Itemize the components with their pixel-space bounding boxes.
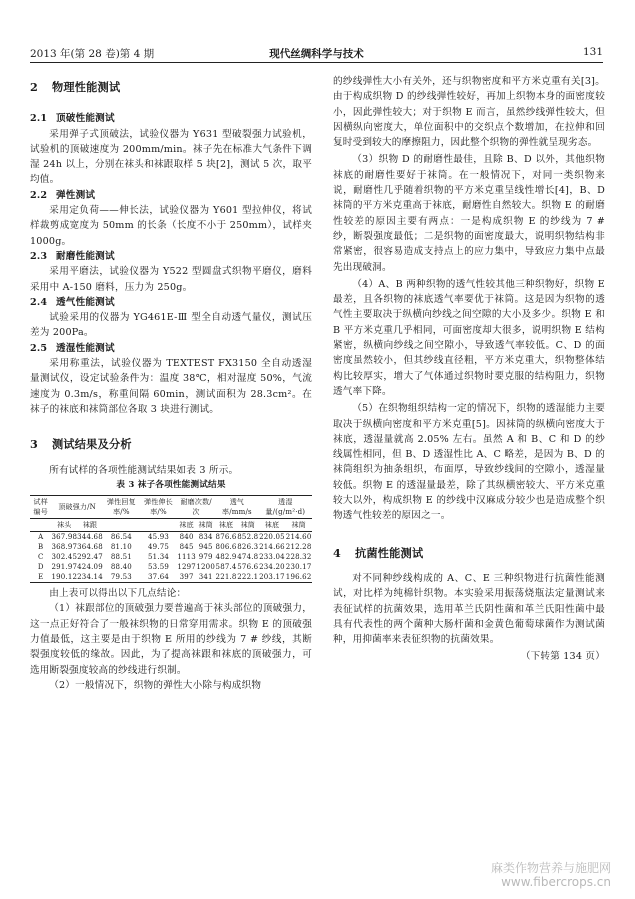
conclusion-2-continued: 的纱线弹性大小有关外，还与织物密度和平方米克重有关[3]。由于构成织物 D 的纱线弹性较好，再加上织物本身的面密度较小，因此弹性较大；对于织物 E 而言，虽然纱线弹性较大，但因横纵向密度大，单位面积中的交织点个数增加，在拉伸和回复时受到较大的摩擦阻力，因此整个织物的弹性就呈现劣态。 xyxy=(333,76,605,149)
table-cell: 214.66 xyxy=(259,543,285,552)
table-cell: 81.10 xyxy=(110,543,132,552)
table-cell: 1200 xyxy=(196,563,215,572)
table-cell: 397 xyxy=(177,572,196,583)
table-cell: 234.20 xyxy=(259,563,285,572)
table-row xyxy=(30,572,312,583)
table-cell: 37.64 xyxy=(140,572,177,583)
table-row xyxy=(30,562,312,572)
subsection-2-1-text: 采用弹子式顶破法，试验仪器为 Y631 型破裂强力试验机，试验机的顶破速度为 200mm/min。袜子先在标准大气条件下调湿 24h 以上，分别在袜头和袜跟取样 5 块[2]，测试 5 次，取平均值。 xyxy=(30,128,312,186)
table-cell: 88.51 xyxy=(110,553,132,562)
table-row xyxy=(30,552,312,562)
watermark-line-2: www.fibercrops.cn xyxy=(501,875,611,889)
continued-note: （下转第 134 页） xyxy=(520,651,605,663)
right-column xyxy=(333,74,605,665)
watermark-line-1: 麻类作物营养与施肥网 xyxy=(490,861,611,875)
table-header-cell: 袜底 xyxy=(177,519,196,532)
table-cell: 979 xyxy=(198,553,213,562)
table-cell: 51.34 xyxy=(148,553,170,562)
table-cell: 368.97 xyxy=(51,543,78,552)
subsection-2-3-heading: 2.3 耐磨性能测试 xyxy=(30,250,115,262)
table-cell: 852.8 xyxy=(237,533,259,542)
conclusion-4: （4）A、B 两种织物的透气性较其他三种织物好，织物 E 最差，且各织物的袜底透气率要优于袜筒。这是因为织物的透气性主要取决于纵横向纱线之间空隙的大小及多少。织物 E 和 B 平方米克重几乎相同，可面密度却大很多，说明织物 E 结构紧密，纵横向纱线之间空隙小，导致透气率较低。C、D 的面密度虽然较小，但其纱线直径粗，平方米克重大，织物整体结构比较厚实，增大了气体通过织物时要克服的结构阻力，织物透气率下降。 xyxy=(333,278,605,397)
table-cell: 88.40 xyxy=(110,563,132,572)
table-cell: 1113 xyxy=(177,553,196,562)
watermark xyxy=(491,861,611,889)
section-3-heading: 3 测试结果及分析 xyxy=(30,437,132,452)
table-cell: C xyxy=(37,553,44,562)
subsection-2-1-heading: 2.1 顶破性能测试 xyxy=(30,113,115,125)
table-cell: 53.59 xyxy=(148,563,170,572)
table-cell: 576.6 xyxy=(237,563,259,572)
table-header-cell: 袜底 xyxy=(259,519,286,532)
table-cell: 228.32 xyxy=(285,553,312,562)
subsection-2-2-heading: 2.2 弹性测试 xyxy=(30,189,96,201)
table-cell: 1297 xyxy=(177,563,196,572)
table-cell: 302.45 xyxy=(51,553,78,562)
table-cell: 230.17 xyxy=(285,563,312,572)
conclusion-intro: 由上表可以得出以下几点结论： xyxy=(49,588,187,600)
section-4-heading: 4 抗菌性能测试 xyxy=(333,545,424,560)
table-cell: 945 xyxy=(198,543,213,552)
table-header-cell: 袜头 xyxy=(51,519,77,532)
table-header-cell: 袜底 xyxy=(215,519,237,532)
journal-title: 现代丝绸科学与技术 xyxy=(269,48,364,60)
table-caption: 表 3 袜子各项性能测试结果 xyxy=(116,479,226,490)
table-cell: 196.62 xyxy=(285,573,312,582)
table-cell: A xyxy=(38,533,44,542)
journal-issue: 2013 年(第 28 卷)第 4 期 xyxy=(30,48,155,60)
subsection-2-4-heading: 2.4 透气性能测试 xyxy=(30,296,115,308)
table-cell: 482.9 xyxy=(215,553,237,562)
table-header-cell: 袜筒 xyxy=(196,519,215,532)
conclusion-3: （3）织物 D 的耐磨性最佳，且除 B、D 以外，其他织物袜底的耐磨性要好于袜筒。在一般情况下，对同一类织物来说，耐磨性几乎随着织物的平方米克重呈线性增长[4]，B、D 袜筒的平方米克重高于袜底，耐磨性自然较大。织物 E 的耐磨性较差的原因主要有两点：一是构成织物 E 的纱线为 7 # 纱，断裂强度最低；二是织物的面密度最大，说明织物结构非常紧密，很容易造成支持点上的应力集中，导致应力集中点最先出现破洞。 xyxy=(333,154,605,273)
table-cell: 876.6 xyxy=(215,533,237,542)
left-column xyxy=(30,74,312,693)
table-cell: 203.17 xyxy=(259,573,285,582)
conclusion-5: （5）在织物组织结构一定的情况下，织物的透湿能力主要取决于纵横向密度和平方米克重[5]。因袜筒的纵横向密度大于袜底，透湿量就高 2.05% 左右。虽然 A 和 B、C 和 D 的纱线属性相同，但 B、D 透湿性比 A、C 略差，是因为 B、D 的袜筒组织为抽条组织，布面厚，导致纱线间的空隙小，透湿量较低。织物 E 的透湿量最差，除了其纵横密较大、平方米克重较大以外，构成织物 E 的纱线中汉麻成分较少也是造成整个织物透气性较差的原因之一。 xyxy=(333,403,605,522)
table-cell: 292.47 xyxy=(77,553,103,562)
results-table xyxy=(30,495,312,583)
table-cell: 474.8 xyxy=(237,553,259,562)
table-cell: B xyxy=(38,543,44,552)
table-header-cell: 透气率/mm/s xyxy=(215,496,258,519)
table-row xyxy=(30,532,312,543)
table-header-cell xyxy=(140,519,177,532)
table-header-cell: 袜筒 xyxy=(285,519,312,532)
table-cell: 587.4 xyxy=(215,563,237,572)
table-cell: 845 xyxy=(179,543,194,552)
subsection-2-4-text: 试验采用的仪器为 YG461E-Ⅲ 型全自动透气量仪，测试压差为 200Pa。 xyxy=(30,312,312,339)
table-intro: 所有试样的各项性能测试结果如表 3 所示。 xyxy=(49,464,239,476)
table-cell: 49.75 xyxy=(148,543,170,552)
subsection-2-5-text: 采用称重法，试验仪器为 TEXTEST FX3150 全自动透湿量测试仪，设定试验条件为：温度 38℃，相对湿度 50%，气流速度为 0.3m/s，称重间隔 60min，测试面积为 28.3cm²。在袜子的袜底和袜筒部位各取 3 块进行测试。 xyxy=(30,358,312,415)
table-cell: 234.14 xyxy=(77,573,103,582)
table-header-cell: 袜跟 xyxy=(77,519,103,532)
table-cell: 806.6 xyxy=(215,543,237,552)
table-cell: 45.93 xyxy=(148,533,170,542)
table-cell: 834 xyxy=(198,533,213,542)
subsection-2-2-text: 采用定负荷——伸长法，试验仪器为 Y601 型拉伸仪，将试样裁剪成宽度为 50mm 的长条（长度不小于 250mm），试样夹 1000g。 xyxy=(30,205,312,247)
table-cell: 86.54 xyxy=(110,533,132,542)
table-cell: 826.3 xyxy=(237,543,259,552)
table-header-cell: 弹性伸长率/% xyxy=(140,496,177,519)
table-header-cell: 耐磨次数/次 xyxy=(177,496,215,519)
table-header-row xyxy=(30,496,312,519)
table-header-cell: 试样编号 xyxy=(30,496,51,519)
section-4-text: 对不同种纱线构成的 A、C、E 三种织物进行抗菌性能测试，对比样为纯棉针织物。本实验采用振荡烧瓶法定量测试来表征试样的抗菌效果，选用革兰氏阴性菌和革兰氏阳性菌中最具有代表性的两个菌种大肠杆菌和金黄色葡萄球菌作为测试菌种，用抑菌率来表征织物的抗菌效果。 xyxy=(333,572,605,646)
page-number: 131 xyxy=(582,46,603,58)
table-cell: 222.1 xyxy=(237,573,259,582)
conclusion-1: （1）袜跟部位的顶破强力要普遍高于袜头部位的顶破强力，这一点正好符合了一般袜织物的日常穿用需求。织物 E 的顶破强力值最低，这主要是由于织物 E 所用的纱线为 7 # 纱线，其断裂强度较低的缘故。因此，为了提高袜跟和袜底的顶破强力，可选用断裂强度较高的纱线进行织制。 xyxy=(30,603,312,676)
table-header-cell xyxy=(103,519,140,532)
table-cell: 221.8 xyxy=(215,573,237,582)
table-cell: 212.28 xyxy=(285,543,312,552)
conclusion-2-start: （2）一般情况下，织物的弹性大小除与构成织物 xyxy=(49,679,262,691)
table-cell: 364.68 xyxy=(77,543,103,552)
table-cell: 214.60 xyxy=(285,533,312,542)
table-header-cell: 弹性回复率/% xyxy=(103,496,140,519)
table-cell: 291.97 xyxy=(51,563,78,572)
subsection-2-5-heading: 2.5 透湿性能测试 xyxy=(30,342,115,354)
table-body xyxy=(30,532,312,583)
page-header xyxy=(30,44,603,63)
table-cell: 233.04 xyxy=(259,553,285,562)
table-cell: 341 xyxy=(196,572,215,583)
table-cell: 424.09 xyxy=(77,563,103,572)
table-cell: E xyxy=(30,572,51,583)
table-cell: 220.05 xyxy=(259,533,285,542)
table-header-cell xyxy=(30,519,51,532)
table-cell: D xyxy=(37,563,44,572)
table-subheader-row xyxy=(30,519,312,532)
table-row xyxy=(30,542,312,552)
table-header-cell: 顶破强力/N xyxy=(51,496,102,519)
table-header-cell: 透湿量/(g/m²·d) xyxy=(259,496,312,519)
table-cell: 344.68 xyxy=(77,533,103,542)
section-2-heading: 2 物理性能测试 xyxy=(30,80,121,94)
table-cell: 840 xyxy=(179,533,194,542)
table-cell: 367.98 xyxy=(51,533,78,542)
table-cell: 190.12 xyxy=(51,573,78,582)
table-header-cell: 袜筒 xyxy=(237,519,259,532)
table-cell: 79.53 xyxy=(103,572,140,583)
subsection-2-3-text: 采用平磨法，试验仪器为 Y522 型圆盘式织物平磨仪，磨料采用中 A-150 磨料，压力为 250g。 xyxy=(30,266,312,293)
